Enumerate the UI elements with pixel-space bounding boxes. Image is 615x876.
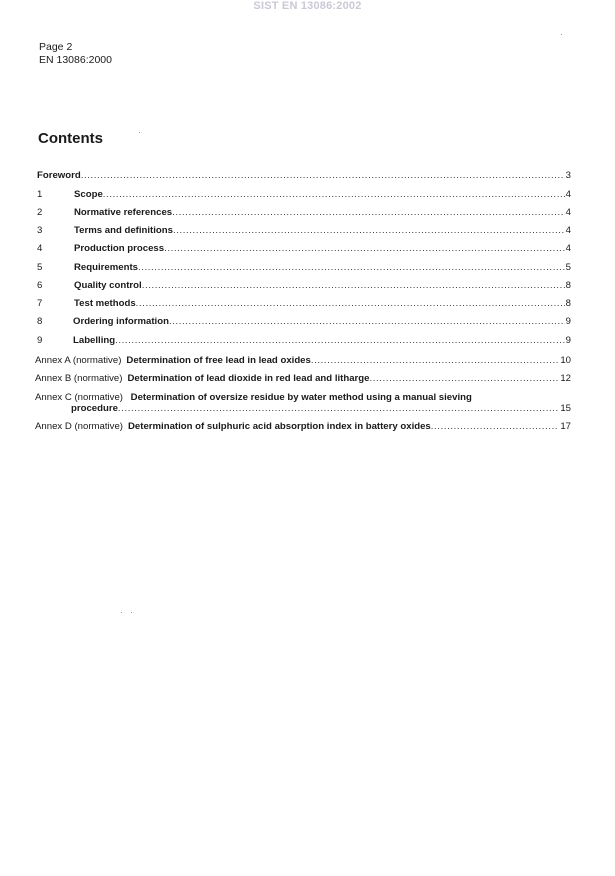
toc-leader xyxy=(311,355,559,366)
toc-entry[interactable] xyxy=(37,298,571,309)
toc-leader xyxy=(118,403,559,414)
toc-leader xyxy=(164,243,565,254)
toc-leader xyxy=(103,189,565,200)
toc-annex[interactable] xyxy=(35,355,571,366)
toc-label: Ordering information xyxy=(73,316,169,327)
toc-number: 8 xyxy=(37,316,43,327)
toc-page: 10 xyxy=(560,355,571,366)
toc-label: Test methods xyxy=(74,298,136,309)
toc-annex[interactable] xyxy=(35,392,472,403)
toc-label: Requirements xyxy=(74,262,138,273)
annex-prefix: Annex B (normative) xyxy=(35,373,123,384)
scan-speck xyxy=(561,34,562,35)
toc-page: 8 xyxy=(565,280,571,291)
toc-foreword[interactable] xyxy=(37,170,571,181)
toc-label: Determination of oversize residue by water method using a manual sieving xyxy=(130,392,472,403)
toc-number: 4 xyxy=(37,243,43,254)
toc-label: Scope xyxy=(74,189,103,200)
toc-label: Terms and definitions xyxy=(74,225,173,236)
toc-entry[interactable] xyxy=(37,335,571,346)
toc-leader xyxy=(81,170,565,181)
toc-page: 9 xyxy=(565,335,571,346)
toc-leader xyxy=(172,207,565,218)
toc-entry[interactable] xyxy=(37,262,571,273)
toc-page: 3 xyxy=(565,170,571,181)
annex-prefix: Annex C (normative) xyxy=(35,392,123,403)
toc-leader xyxy=(173,225,565,236)
toc-leader xyxy=(138,262,565,273)
toc-number: 3 xyxy=(37,225,43,236)
scan-speck xyxy=(131,612,132,613)
toc-entry[interactable] xyxy=(37,243,571,254)
toc-page: 8 xyxy=(565,298,571,309)
toc-page: 15 xyxy=(560,403,571,414)
toc-entry[interactable] xyxy=(37,189,571,200)
toc-leader xyxy=(115,335,565,346)
scan-speck xyxy=(139,132,140,133)
toc-label: Determination of sulphuric acid absorption index in battery oxides xyxy=(127,421,431,432)
watermark: SIST EN 13086:2002 xyxy=(253,0,362,12)
annex-prefix: Annex A (normative) xyxy=(35,355,122,366)
toc-number: 5 xyxy=(37,262,43,273)
toc-label-continuation: procedure xyxy=(71,403,118,414)
toc-label: Determination of free lead in lead oxides xyxy=(126,355,311,366)
toc-leader xyxy=(169,316,565,327)
toc-entry[interactable] xyxy=(37,225,571,236)
toc-number: 9 xyxy=(37,335,43,346)
toc-page: 12 xyxy=(560,373,571,384)
toc-entry[interactable] xyxy=(37,316,571,327)
standard-reference: EN 13086:2000 xyxy=(39,54,112,66)
scan-speck xyxy=(121,612,122,613)
contents-title: Contents xyxy=(38,130,103,147)
toc-leader xyxy=(142,280,565,291)
toc-annex[interactable] xyxy=(35,421,571,432)
toc-label: Production process xyxy=(74,243,165,254)
toc-number: 7 xyxy=(37,298,43,309)
toc-page: 4 xyxy=(565,243,571,254)
toc-label: Determination of lead dioxide in red lead and litharge xyxy=(127,373,370,384)
toc-entry[interactable] xyxy=(37,280,571,291)
page-header xyxy=(39,41,112,67)
toc-page: 5 xyxy=(565,262,571,273)
page-number: Page 2 xyxy=(39,41,73,53)
toc-number: 2 xyxy=(37,207,43,218)
toc-leader xyxy=(369,373,559,384)
toc-number: 1 xyxy=(37,189,43,200)
toc-page: 9 xyxy=(565,316,571,327)
toc-label: Labelling xyxy=(73,335,116,346)
annex-prefix: Annex D (normative) xyxy=(35,421,123,432)
toc-leader xyxy=(136,298,565,309)
toc-leader xyxy=(431,421,560,432)
toc-annex[interactable] xyxy=(35,373,571,384)
toc-page: 4 xyxy=(565,189,571,200)
toc-label: Quality control xyxy=(74,280,142,291)
toc-entry[interactable] xyxy=(37,207,571,218)
toc-page: 17 xyxy=(560,421,571,432)
toc-label: Normative references xyxy=(74,207,173,218)
toc-number: 6 xyxy=(37,280,43,291)
toc-page: 4 xyxy=(565,207,571,218)
toc-page: 4 xyxy=(565,225,571,236)
toc-annex-continuation[interactable] xyxy=(71,403,571,414)
toc-label: Foreword xyxy=(37,170,81,181)
